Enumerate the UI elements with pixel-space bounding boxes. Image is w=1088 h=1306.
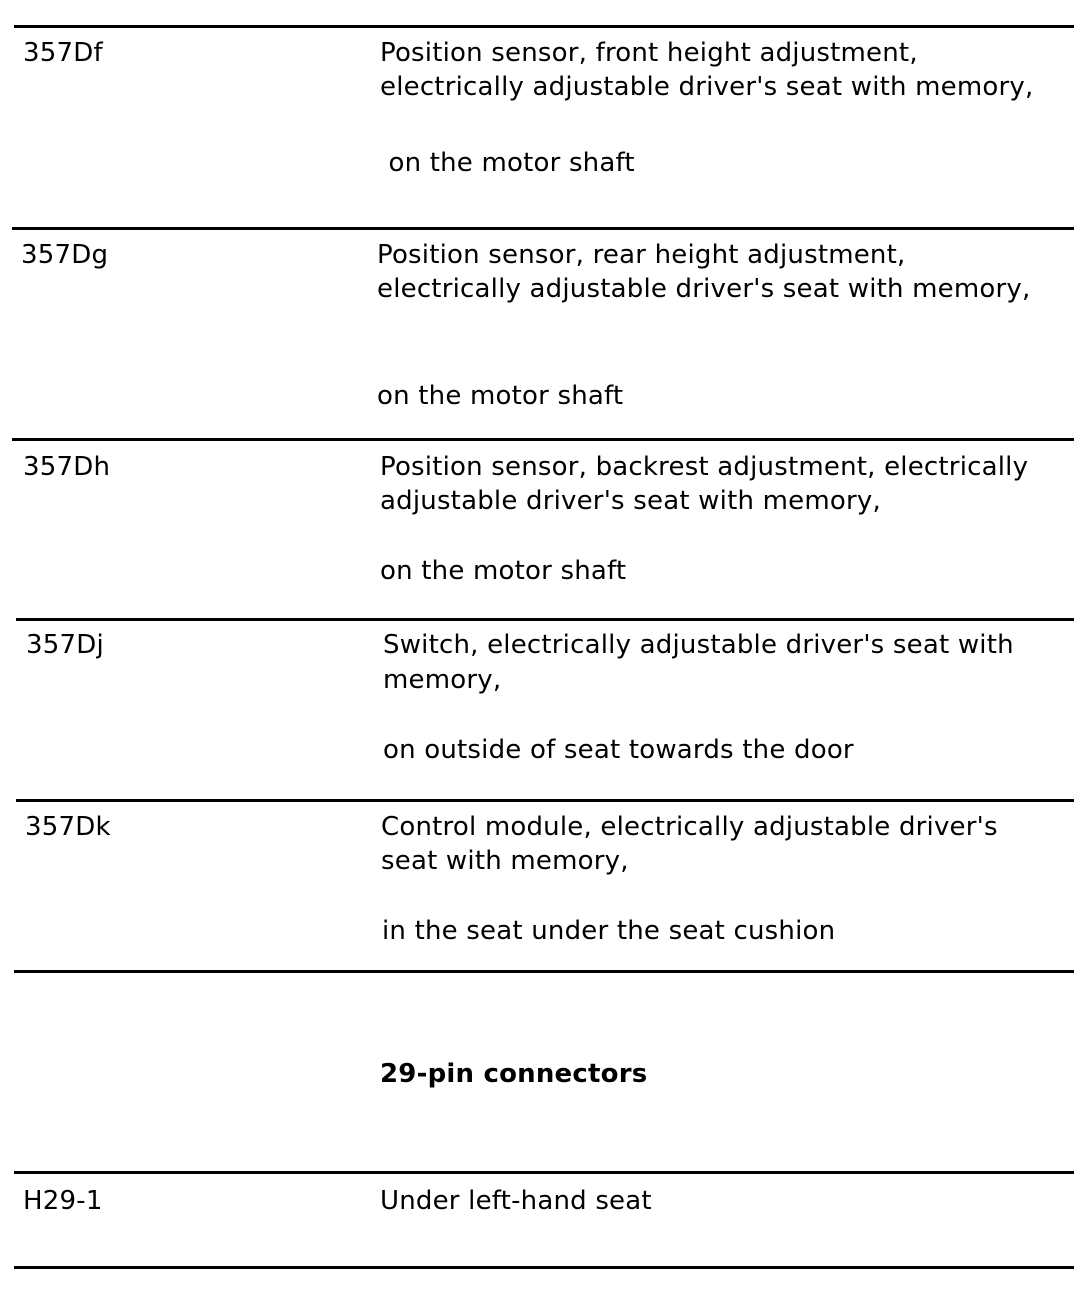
- section-bottom-divider: [14, 1266, 1074, 1269]
- component-description-line: Position sensor, rear height adjustment,: [377, 240, 906, 270]
- table-top-divider: [14, 25, 1074, 28]
- component-code: 357Dj: [26, 630, 104, 660]
- connector-code: H29-1: [23, 1186, 103, 1216]
- component-description-line: Position sensor, backrest adjustment, electrically: [380, 452, 1029, 482]
- component-description-line: Control module, electrically adjustable driver's: [381, 812, 998, 842]
- component-code: 357Df: [23, 38, 103, 68]
- component-code: 357Dk: [25, 812, 111, 842]
- row-divider: [12, 227, 1074, 230]
- component-location: in the seat under the seat cushion: [382, 916, 836, 946]
- component-description-line: seat with memory,: [381, 846, 629, 876]
- component-description-line: adjustable driver's seat with memory,: [380, 486, 881, 516]
- component-location: on the motor shaft: [380, 148, 635, 178]
- section-heading: 29-pin connectors: [380, 1059, 648, 1089]
- component-description-line: Position sensor, front height adjustment,: [380, 38, 918, 68]
- component-description-line: Switch, electrically adjustable driver's seat with: [383, 630, 1014, 660]
- component-location: on the motor shaft: [377, 381, 624, 411]
- component-code: 357Dh: [23, 452, 111, 482]
- connector-location: Under left-hand seat: [380, 1186, 652, 1216]
- table-bottom-divider: [14, 970, 1074, 973]
- component-description-line: electrically adjustable driver's seat with memory,: [377, 274, 1031, 304]
- component-description-line: electrically adjustable driver's seat with memory,: [380, 72, 1034, 102]
- component-code: 357Dg: [21, 240, 109, 270]
- component-location: on outside of seat towards the door: [383, 735, 854, 765]
- row-divider: [16, 799, 1074, 802]
- row-divider: [12, 438, 1074, 441]
- section-top-divider: [14, 1171, 1074, 1174]
- row-divider: [16, 618, 1074, 621]
- component-description-line: memory,: [383, 665, 502, 695]
- component-location: on the motor shaft: [380, 556, 627, 586]
